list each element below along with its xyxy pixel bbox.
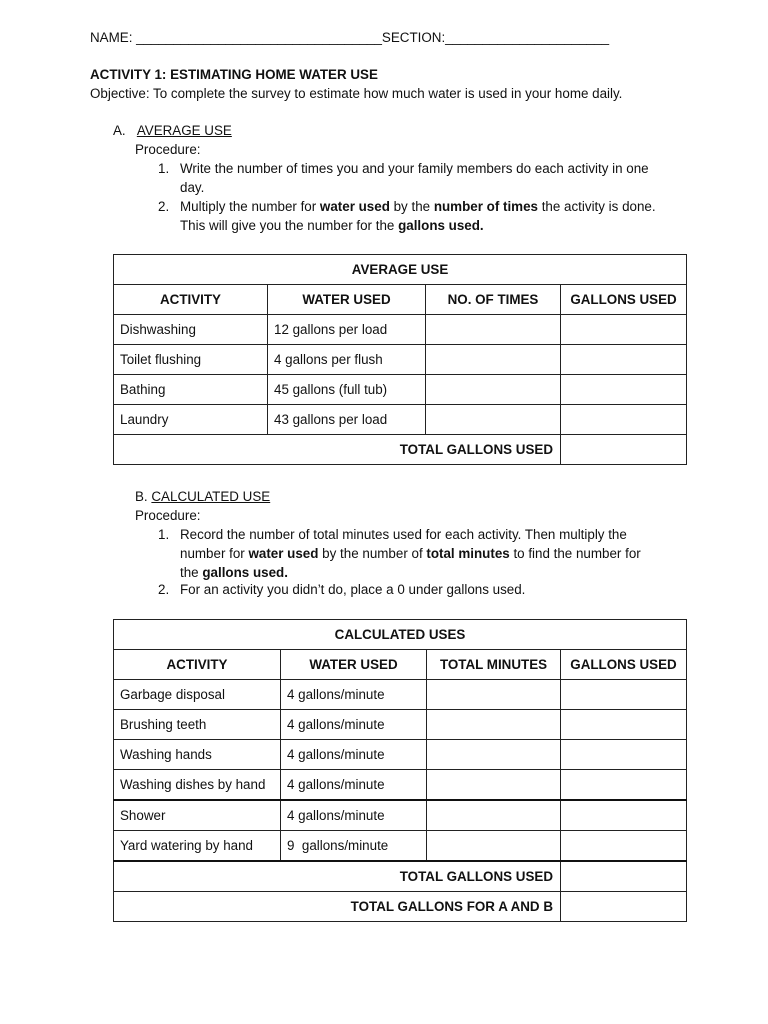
text-run: by the	[389, 199, 434, 214]
gallons-input-cell[interactable]	[561, 800, 687, 831]
times-input-cell[interactable]	[426, 375, 561, 405]
section-blank[interactable]: ______________________	[445, 30, 610, 45]
table-row	[114, 710, 687, 740]
average-use-table	[113, 254, 687, 465]
text-run-bold: water used	[248, 546, 319, 561]
text-run-bold: gallons used.	[202, 565, 288, 580]
water-used-cell: 12 gallons per load	[268, 315, 426, 345]
text-run: Multiply the number for	[180, 199, 320, 214]
step-number: 1.	[158, 161, 170, 176]
total-gallons-input-cell[interactable]	[561, 861, 687, 892]
grand-total-input-cell[interactable]	[561, 892, 687, 922]
text-run: by the number of	[318, 546, 427, 561]
text-run-bold: number of times	[433, 199, 538, 214]
text-run: to find the number for	[509, 546, 641, 561]
part-b-step-2	[158, 580, 169, 599]
column-header: TOTAL MINUTES	[427, 650, 561, 680]
part-a-step-2	[158, 197, 169, 216]
text-run: the activity is done.	[537, 199, 656, 214]
objective-text: Objective: To complete the survey to estimate how much water is used in your home daily.	[90, 86, 623, 101]
part-a-step-1-text	[180, 159, 649, 197]
name-label: NAME:	[90, 30, 133, 45]
activity-cell: Washing hands	[114, 740, 281, 770]
column-header: ACTIVITY	[114, 650, 281, 680]
column-header: ACTIVITY	[114, 285, 268, 315]
part-b-title: CALCULATED USE	[151, 489, 271, 504]
text-run: number for	[180, 546, 249, 561]
column-header: WATER USED	[268, 285, 426, 315]
column-header: WATER USED	[281, 650, 427, 680]
part-b-step-1-text	[180, 525, 641, 582]
water-used-cell: 9 gallons/minute	[281, 831, 427, 862]
activity-cell: Dishwashing	[114, 315, 268, 345]
activity-cell: Laundry	[114, 405, 268, 435]
part-b-step-1	[158, 525, 169, 544]
table-title: CALCULATED USES	[114, 620, 687, 650]
table-row	[114, 405, 687, 435]
part-a-heading	[113, 123, 232, 138]
water-used-cell: 4 gallons/minute	[281, 800, 427, 831]
water-used-cell: 45 gallons (full tub)	[268, 375, 426, 405]
part-a-marker: A.	[113, 123, 126, 138]
text-run-bold: gallons used.	[398, 218, 484, 233]
calculated-uses-table	[113, 619, 687, 922]
water-used-cell: 4 gallons/minute	[281, 710, 427, 740]
table-row	[114, 680, 687, 710]
minutes-input-cell[interactable]	[427, 680, 561, 710]
step-line: Record the number of total minutes used for each activity. Then multiply the	[180, 527, 627, 542]
text-run: This will give you the number for the	[180, 218, 399, 233]
minutes-input-cell[interactable]	[427, 800, 561, 831]
grand-total-row	[114, 892, 687, 922]
total-row	[114, 435, 687, 465]
water-used-cell: 4 gallons/minute	[281, 770, 427, 801]
table-row	[114, 831, 687, 862]
gallons-input-cell[interactable]	[561, 710, 687, 740]
minutes-input-cell[interactable]	[427, 831, 561, 862]
water-used-cell: 43 gallons per load	[268, 405, 426, 435]
gallons-input-cell[interactable]	[561, 770, 687, 801]
name-blank[interactable]: _________________________________	[136, 30, 382, 45]
grand-total-label: TOTAL GALLONS FOR A AND B	[114, 892, 561, 922]
column-header: NO. OF TIMES	[426, 285, 561, 315]
gallons-input-cell[interactable]	[561, 315, 687, 345]
activity-cell: Brushing teeth	[114, 710, 281, 740]
part-b-step-2-text: For an activity you didn’t do, place a 0 under gallons used.	[180, 582, 526, 597]
text-run-bold: water used	[319, 199, 390, 214]
step-line	[180, 216, 656, 235]
activity-cell: Shower	[114, 800, 281, 831]
table-row	[114, 375, 687, 405]
minutes-input-cell[interactable]	[427, 710, 561, 740]
part-a-step-1	[158, 159, 169, 178]
total-row	[114, 861, 687, 892]
part-b-marker: B.	[135, 489, 148, 504]
part-b-heading	[135, 489, 270, 504]
column-header: GALLONS USED	[561, 285, 687, 315]
activity-cell: Yard watering by hand	[114, 831, 281, 862]
step-line: Write the number of times you and your family members do each activity in one	[180, 161, 649, 176]
times-input-cell[interactable]	[426, 315, 561, 345]
gallons-input-cell[interactable]	[561, 375, 687, 405]
step-number: 1.	[158, 527, 170, 542]
text-run-bold: total minutes	[426, 546, 510, 561]
minutes-input-cell[interactable]	[427, 740, 561, 770]
gallons-input-cell[interactable]	[561, 740, 687, 770]
table-row	[114, 345, 687, 375]
minutes-input-cell[interactable]	[427, 770, 561, 801]
activity-cell: Garbage disposal	[114, 680, 281, 710]
times-input-cell[interactable]	[426, 405, 561, 435]
step-number: 2.	[158, 582, 170, 597]
step-line	[180, 544, 641, 563]
water-used-cell: 4 gallons/minute	[281, 740, 427, 770]
gallons-input-cell[interactable]	[561, 831, 687, 862]
activity-cell: Washing dishes by hand	[114, 770, 281, 801]
total-gallons-label: TOTAL GALLONS USED	[114, 435, 561, 465]
text-run: the	[180, 565, 203, 580]
table-row	[114, 770, 687, 801]
total-gallons-input-cell[interactable]	[561, 435, 687, 465]
water-used-cell: 4 gallons/minute	[281, 680, 427, 710]
part-a-step-2-text	[180, 197, 656, 235]
gallons-input-cell[interactable]	[561, 405, 687, 435]
table-row	[114, 800, 687, 831]
gallons-input-cell[interactable]	[561, 345, 687, 375]
total-gallons-label: TOTAL GALLONS USED	[114, 861, 561, 892]
table-row	[114, 315, 687, 345]
section-label: SECTION:	[381, 30, 446, 45]
activity-cell: Bathing	[114, 375, 268, 405]
activity-cell: Toilet flushing	[114, 345, 268, 375]
step-number: 2.	[158, 199, 170, 214]
step-line	[180, 197, 656, 216]
table-row	[114, 740, 687, 770]
part-a-title: AVERAGE USE	[136, 123, 232, 138]
gallons-input-cell[interactable]	[561, 680, 687, 710]
part-b-procedure-label: Procedure:	[135, 508, 201, 523]
step-line: day.	[180, 180, 205, 195]
column-header: GALLONS USED	[561, 650, 687, 680]
table-title: AVERAGE USE	[114, 255, 687, 285]
times-input-cell[interactable]	[426, 345, 561, 375]
part-a-procedure-label: Procedure:	[135, 142, 201, 157]
water-used-cell: 4 gallons per flush	[268, 345, 426, 375]
activity-title: ACTIVITY 1: ESTIMATING HOME WATER USE	[90, 67, 378, 82]
name-field[interactable]	[90, 30, 609, 45]
